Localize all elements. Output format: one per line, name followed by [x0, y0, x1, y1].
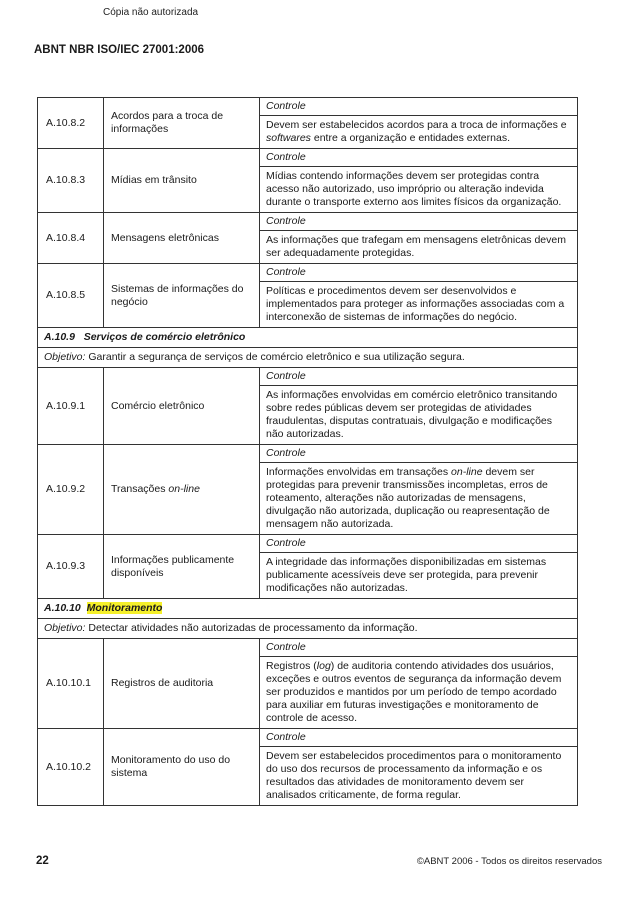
table-row	[38, 729, 578, 806]
control-description: Registros (log) de auditoria contendo atividades dos usuários, exceções e outros eventos de segurança da informação devem ser produzidos e mantidos por um período de tempo acordado para auxiliar em futuras investigações e monitoramento de controle de acesso.	[260, 656, 577, 728]
section-objective-row	[38, 348, 578, 368]
objective-text: Detectar atividades não autorizadas de processamento da informação.	[88, 622, 418, 634]
section-header-row	[38, 599, 578, 619]
objective-label: Objetivo:	[44, 622, 86, 634]
table-row	[38, 98, 578, 149]
control-description: Políticas e procedimentos devem ser desenvolvidos e implementados para proteger as informações associadas com a interconexão de sistemas de informações do negócio.	[260, 281, 577, 327]
control-id: A.10.9.2	[38, 445, 104, 535]
section-objective-row	[38, 619, 578, 639]
table-row	[38, 445, 578, 535]
section-title-highlighted: Monitoramento	[86, 602, 163, 614]
control-name: Sistemas de informações do negócio	[104, 264, 260, 328]
section-code: A.10.9	[44, 331, 75, 343]
table-row	[38, 639, 578, 729]
control-name: Comércio eletrônico	[104, 368, 260, 445]
control-id: A.10.8.2	[38, 98, 104, 149]
control-label: Controle	[266, 447, 306, 459]
control-id: A.10.9.3	[38, 535, 104, 599]
section-title: Serviços de comércio eletrônico	[83, 331, 246, 343]
document-title: ABNT NBR ISO/IEC 27001:2006	[34, 44, 205, 56]
control-label: Controle	[266, 370, 306, 382]
control-id: A.10.10.2	[38, 729, 104, 806]
objective-label: Objetivo:	[44, 351, 86, 363]
control-description: A integridade das informações disponibilizadas em sistemas publicamente acessíveis deve ser protegida, para prevenir modificações não autorizadas.	[260, 552, 577, 598]
control-name: Registros de auditoria	[104, 639, 260, 729]
control-name: Monitoramento do uso do sistema	[104, 729, 260, 806]
control-id: A.10.8.5	[38, 264, 104, 328]
control-id: A.10.10.1	[38, 639, 104, 729]
page-number: 22	[36, 855, 49, 867]
control-id: A.10.8.4	[38, 213, 104, 264]
control-label: Controle	[266, 266, 306, 278]
control-description: As informações envolvidas em comércio eletrônico transitando sobre redes públicas devem ser protegidas de atividades fraudulentas, disputas contratuais, divulgação e modificações não autorizadas.	[260, 385, 577, 444]
control-label: Controle	[266, 731, 306, 743]
table-row	[38, 368, 578, 445]
control-label: Controle	[266, 537, 306, 549]
control-name: Transações on-line	[104, 445, 260, 535]
control-label: Controle	[266, 100, 306, 112]
control-description: As informações que trafegam em mensagens eletrônicas devem ser adequadamente protegidas.	[260, 230, 577, 263]
section-header-row	[38, 328, 578, 348]
control-description: Mídias contendo informações devem ser protegidas contra acesso não autorizado, uso impróprio ou alteração indevida durante o transporte externo aos limites físicos da organização.	[260, 166, 577, 212]
objective-text: Garantir a segurança de serviços de comércio eletrônico e sua utilização segura.	[88, 351, 465, 363]
control-label: Controle	[266, 151, 306, 163]
control-name: Informações publicamente disponíveis	[104, 535, 260, 599]
control-name: Acordos para a troca de informações	[104, 98, 260, 149]
control-description: Devem ser estabelecidos acordos para a troca de informações e softwares entre a organização e entidades externas.	[260, 115, 577, 148]
table-row	[38, 264, 578, 328]
control-description: Informações envolvidas em transações on-line devem ser protegidas para prevenir transmissões incompletas, erros de roteamento, alterações não autorizadas de mensagens, divulgação não autorizada, duplicação ou reapresentação de mensagem não autorizada.	[260, 462, 577, 534]
watermark-text: Cópia não autorizada	[103, 7, 199, 18]
table-row	[38, 149, 578, 213]
section-code: A.10.10	[44, 602, 81, 614]
control-id: A.10.9.1	[38, 368, 104, 445]
control-name: Mídias em trânsito	[104, 149, 260, 213]
control-description: Devem ser estabelecidos procedimentos para o monitoramento do uso dos recursos de processamento da informação e os resultados das atividades de monitoramento devem ser analisados criticamente, de forma regular.	[260, 746, 577, 805]
control-label: Controle	[266, 215, 306, 227]
table-row	[38, 213, 578, 264]
control-label: Controle	[266, 641, 306, 653]
copyright-notice: ©ABNT 2006 - Todos os direitos reservados	[416, 856, 602, 867]
controls-table	[37, 97, 578, 806]
control-name: Mensagens eletrônicas	[104, 213, 260, 264]
control-id: A.10.8.3	[38, 149, 104, 213]
table-row	[38, 535, 578, 599]
